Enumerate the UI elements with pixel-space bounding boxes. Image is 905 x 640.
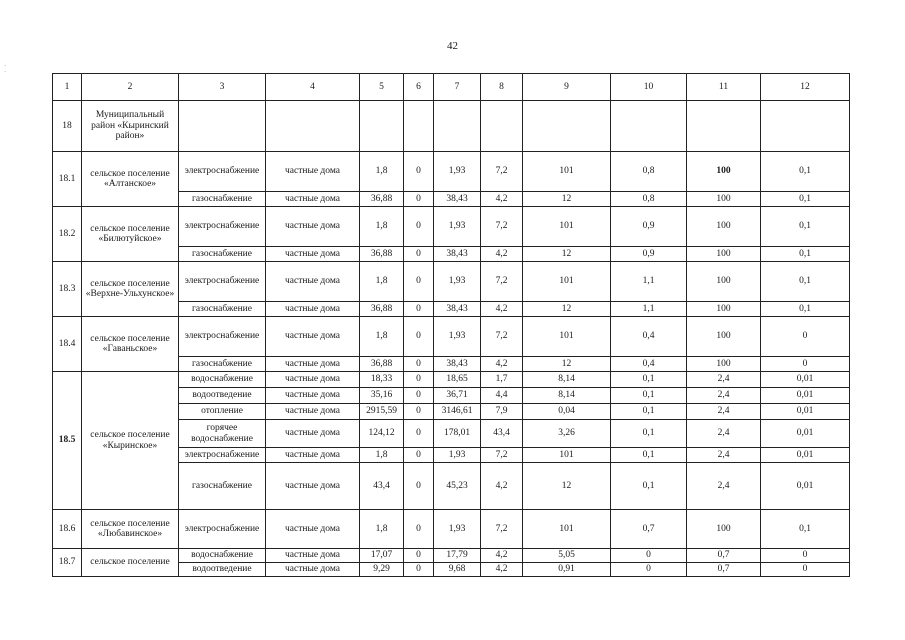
empty-cell	[266, 101, 360, 152]
service-cell: газоснабжение	[179, 192, 266, 207]
value-cell: 100	[687, 510, 761, 549]
value-cell: 0,1	[611, 404, 687, 420]
value-cell: 43,4	[481, 420, 523, 448]
empty-cell	[434, 101, 481, 152]
value-cell: 0,8	[611, 192, 687, 207]
service-cell: водоотведение	[179, 388, 266, 404]
value-cell: 4,2	[481, 549, 523, 563]
table-row	[53, 317, 850, 357]
table-row	[53, 207, 850, 247]
empty-cell	[611, 101, 687, 152]
value-cell: 0,01	[761, 388, 850, 404]
value-cell: 12	[523, 463, 611, 510]
value-cell: 101	[523, 207, 611, 247]
value-cell: 18,33	[360, 372, 404, 388]
consumer-cell: частные дома	[266, 510, 360, 549]
group-number: 18.2	[53, 207, 82, 262]
consumer-cell: частные дома	[266, 404, 360, 420]
value-cell: 0,9	[611, 247, 687, 262]
service-cell: электроснабжение	[179, 448, 266, 463]
group-number: 18.1	[53, 152, 82, 207]
value-cell: 17,07	[360, 549, 404, 563]
header-cell: 5	[360, 74, 404, 101]
value-cell: 0,4	[611, 317, 687, 357]
value-cell: 0	[404, 549, 434, 563]
value-cell: 12	[523, 192, 611, 207]
value-cell: 1,8	[360, 262, 404, 302]
consumer-cell: частные дома	[266, 463, 360, 510]
value-cell: 7,2	[481, 152, 523, 192]
value-cell: 0	[404, 262, 434, 302]
value-cell: 0,1	[611, 463, 687, 510]
consumer-cell: частные дома	[266, 317, 360, 357]
value-cell: 7,9	[481, 404, 523, 420]
value-cell: 0,1	[611, 372, 687, 388]
header-cell: 9	[523, 74, 611, 101]
service-cell: газоснабжение	[179, 302, 266, 317]
table-row	[53, 372, 850, 388]
service-cell: электроснабжение	[179, 152, 266, 192]
value-cell: 0,1	[611, 448, 687, 463]
value-cell: 2,4	[687, 372, 761, 388]
value-cell: 178,01	[434, 420, 481, 448]
group-name: сельское поселение «Кыринское»	[82, 372, 179, 510]
value-cell: 100	[687, 317, 761, 357]
value-cell: 4,2	[481, 463, 523, 510]
value-cell: 36,88	[360, 302, 404, 317]
service-cell: водоотведение	[179, 563, 266, 577]
value-cell: 7,2	[481, 510, 523, 549]
value-cell: 36,88	[360, 357, 404, 372]
value-cell: 1,1	[611, 262, 687, 302]
header-cell: 3	[179, 74, 266, 101]
value-cell: 1,8	[360, 510, 404, 549]
empty-cell	[404, 101, 434, 152]
value-cell: 35,16	[360, 388, 404, 404]
header-cell: 4	[266, 74, 360, 101]
value-cell: 38,43	[434, 357, 481, 372]
consumer-cell: частные дома	[266, 372, 360, 388]
group-name: сельское поселение «Алтанское»	[82, 152, 179, 207]
value-cell: 43,4	[360, 463, 404, 510]
value-cell: 0,8	[611, 152, 687, 192]
group-number: 18.4	[53, 317, 82, 372]
value-cell: 4,2	[481, 192, 523, 207]
value-cell: 4,2	[481, 302, 523, 317]
header-cell: 6	[404, 74, 434, 101]
consumer-cell: частные дома	[266, 192, 360, 207]
service-cell: электроснабжение	[179, 262, 266, 302]
consumer-cell: частные дома	[266, 152, 360, 192]
value-cell: 0,7	[611, 510, 687, 549]
value-cell: 0	[404, 420, 434, 448]
value-cell: 100	[687, 302, 761, 317]
value-cell: 1,93	[434, 262, 481, 302]
value-cell: 101	[523, 152, 611, 192]
value-cell: 0,01	[761, 420, 850, 448]
group-name: сельское поселение	[82, 549, 179, 577]
value-cell: 0	[404, 152, 434, 192]
value-cell: 0	[404, 510, 434, 549]
value-cell: 9,29	[360, 563, 404, 577]
value-cell: 100	[687, 192, 761, 207]
header-cell: 10	[611, 74, 687, 101]
value-cell: 1,8	[360, 152, 404, 192]
consumer-cell: частные дома	[266, 207, 360, 247]
value-cell: 0,01	[761, 463, 850, 510]
value-cell: 100	[687, 262, 761, 302]
service-cell: газоснабжение	[179, 463, 266, 510]
header-row	[53, 74, 850, 101]
margin-mark-1: ·	[4, 62, 7, 70]
value-cell: 0,7	[687, 549, 761, 563]
value-cell: 0	[611, 563, 687, 577]
empty-cell	[360, 101, 404, 152]
consumer-cell: частные дома	[266, 247, 360, 262]
value-cell: 38,43	[434, 247, 481, 262]
value-cell: 0	[404, 357, 434, 372]
group-name: сельское поселение «Верхне-Ульхунское»	[82, 262, 179, 317]
value-cell: 1,93	[434, 152, 481, 192]
empty-cell	[523, 101, 611, 152]
value-cell: 1,93	[434, 448, 481, 463]
value-cell: 12	[523, 302, 611, 317]
table-row	[53, 510, 850, 549]
service-cell: электроснабжение	[179, 317, 266, 357]
value-cell: 0,1	[761, 262, 850, 302]
consumer-cell: частные дома	[266, 262, 360, 302]
consumer-cell: частные дома	[266, 420, 360, 448]
value-cell: 1,7	[481, 372, 523, 388]
service-cell: отопление	[179, 404, 266, 420]
value-cell: 1,93	[434, 510, 481, 549]
value-cell: 0	[404, 317, 434, 357]
value-cell: 0,7	[687, 563, 761, 577]
value-cell: 18,65	[434, 372, 481, 388]
header-cell: 7	[434, 74, 481, 101]
value-cell: 45,23	[434, 463, 481, 510]
value-cell: 101	[523, 317, 611, 357]
value-cell: 1,1	[611, 302, 687, 317]
value-cell: 101	[523, 262, 611, 302]
data-table	[52, 73, 850, 577]
margin-mark-2: ·	[4, 68, 7, 76]
value-cell: 2,4	[687, 388, 761, 404]
header-cell: 1	[53, 74, 82, 101]
value-cell: 1,93	[434, 317, 481, 357]
consumer-cell: частные дома	[266, 563, 360, 577]
group-number: 18.5	[53, 372, 82, 510]
value-cell: 4,2	[481, 563, 523, 577]
value-cell: 0,4	[611, 357, 687, 372]
value-cell: 0	[404, 302, 434, 317]
value-cell: 0	[404, 192, 434, 207]
consumer-cell: частные дома	[266, 302, 360, 317]
value-cell: 9,68	[434, 563, 481, 577]
value-cell: 0	[404, 463, 434, 510]
value-cell: 0,01	[761, 404, 850, 420]
value-cell: 101	[523, 510, 611, 549]
value-cell: 12	[523, 357, 611, 372]
value-cell: 7,2	[481, 262, 523, 302]
page-number: 42	[447, 40, 458, 52]
header-cell: 11	[687, 74, 761, 101]
value-cell: 124,12	[360, 420, 404, 448]
value-cell: 3,26	[523, 420, 611, 448]
value-cell: 0,1	[761, 247, 850, 262]
value-cell: 0,91	[523, 563, 611, 577]
empty-cell	[481, 101, 523, 152]
service-cell: газоснабжение	[179, 247, 266, 262]
table-row	[53, 262, 850, 302]
group-number: 18.6	[53, 510, 82, 549]
group-name: сельское поселение «Любавинское»	[82, 510, 179, 549]
value-cell: 1,8	[360, 448, 404, 463]
value-cell: 0	[404, 207, 434, 247]
service-cell: электроснабжение	[179, 207, 266, 247]
service-cell: водоснабжение	[179, 372, 266, 388]
value-cell: 0,1	[761, 510, 850, 549]
table-row	[53, 549, 850, 563]
value-cell: 0,1	[761, 152, 850, 192]
group-number: 18	[53, 101, 82, 152]
value-cell: 0,1	[611, 420, 687, 448]
table-row	[53, 152, 850, 192]
value-cell: 36,88	[360, 192, 404, 207]
group-name: сельское поселение «Билютуйское»	[82, 207, 179, 262]
value-cell: 0	[761, 357, 850, 372]
service-cell: горячее водоснабжение	[179, 420, 266, 448]
value-cell: 7,2	[481, 448, 523, 463]
value-cell: 36,88	[360, 247, 404, 262]
empty-cell	[179, 101, 266, 152]
service-cell: водоснабжение	[179, 549, 266, 563]
table-body	[53, 74, 850, 577]
value-cell: 100	[687, 207, 761, 247]
value-cell: 0	[404, 448, 434, 463]
value-cell: 2,4	[687, 448, 761, 463]
service-cell: электроснабжение	[179, 510, 266, 549]
value-cell: 0	[404, 247, 434, 262]
group-name: Муниципальный район «Кыринский район»	[82, 101, 179, 152]
value-cell: 1,8	[360, 317, 404, 357]
value-cell: 1,93	[434, 207, 481, 247]
district-row	[53, 101, 850, 152]
value-cell: 2,4	[687, 463, 761, 510]
empty-cell	[761, 101, 850, 152]
value-cell: 0,1	[761, 192, 850, 207]
value-cell: 0	[404, 404, 434, 420]
value-cell: 0,9	[611, 207, 687, 247]
consumer-cell: частные дома	[266, 388, 360, 404]
value-cell: 3146,61	[434, 404, 481, 420]
value-cell: 100	[687, 152, 761, 192]
service-cell: газоснабжение	[179, 357, 266, 372]
empty-cell	[687, 101, 761, 152]
header-cell: 12	[761, 74, 850, 101]
group-number: 18.3	[53, 262, 82, 317]
value-cell: 17,79	[434, 549, 481, 563]
value-cell: 0	[404, 563, 434, 577]
value-cell: 100	[687, 357, 761, 372]
value-cell: 4,2	[481, 247, 523, 262]
value-cell: 0	[761, 549, 850, 563]
value-cell: 0,1	[611, 388, 687, 404]
value-cell: 0	[404, 388, 434, 404]
header-cell: 8	[481, 74, 523, 101]
value-cell: 8,14	[523, 372, 611, 388]
value-cell: 12	[523, 247, 611, 262]
header-cell: 2	[82, 74, 179, 101]
value-cell: 38,43	[434, 302, 481, 317]
value-cell: 4,2	[481, 357, 523, 372]
value-cell: 0,1	[761, 207, 850, 247]
group-number: 18.7	[53, 549, 82, 577]
value-cell: 4,4	[481, 388, 523, 404]
value-cell: 0,01	[761, 372, 850, 388]
value-cell: 38,43	[434, 192, 481, 207]
value-cell: 0	[611, 549, 687, 563]
value-cell: 0,01	[761, 448, 850, 463]
value-cell: 36,71	[434, 388, 481, 404]
value-cell: 2,4	[687, 420, 761, 448]
consumer-cell: частные дома	[266, 448, 360, 463]
group-name: сельское поселение «Гаваньское»	[82, 317, 179, 372]
value-cell: 1,8	[360, 207, 404, 247]
value-cell: 8,14	[523, 388, 611, 404]
value-cell: 0	[761, 563, 850, 577]
value-cell: 0	[404, 372, 434, 388]
consumer-cell: частные дома	[266, 549, 360, 563]
value-cell: 101	[523, 448, 611, 463]
value-cell: 100	[687, 247, 761, 262]
value-cell: 0	[761, 317, 850, 357]
value-cell: 7,2	[481, 207, 523, 247]
value-cell: 0,1	[761, 302, 850, 317]
value-cell: 2915,59	[360, 404, 404, 420]
value-cell: 0,04	[523, 404, 611, 420]
value-cell: 7,2	[481, 317, 523, 357]
consumer-cell: частные дома	[266, 357, 360, 372]
value-cell: 2,4	[687, 404, 761, 420]
value-cell: 5,05	[523, 549, 611, 563]
